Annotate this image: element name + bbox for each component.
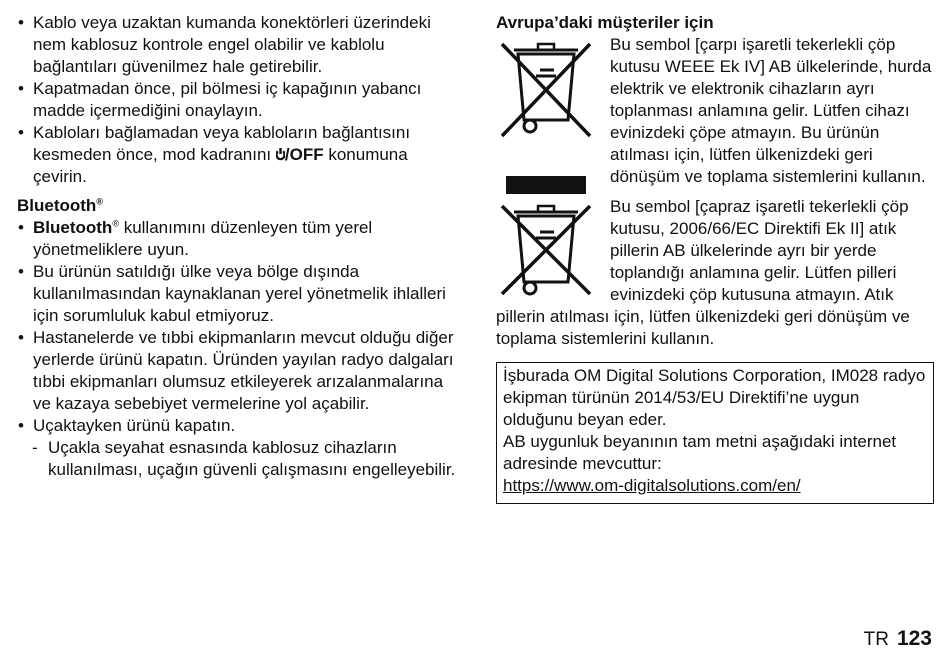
list-item: • Kapatmadan önce, pil bölmesi iç kapağının yabancı madde içermediğini onaylayın. xyxy=(17,78,457,122)
notice-declaration: İşburada OM Digital Solutions Corporation, IM028 radyo ekipman türünün 2014/53/EU Direktifi’ne uygun olduğunu beyan eder. xyxy=(503,366,926,429)
precautions-list xyxy=(17,12,457,188)
off-position-label: /OFF xyxy=(276,145,324,164)
weee-description: Bu sembol [çarpı işaretli tekerlekli çöp kutusu WEEE Ek IV] AB ülkelerinde, hurda elektrik ve elektronik cihazların ayrı toplanması anlamına gelir. Lütfen cihazı evinizdeki çöpe atmayın. Bu ürünün atılması için, lütfen ülkenizdeki geri dönüşüm ve toplama sistemlerini kullanın. xyxy=(610,35,932,186)
conformity-notice xyxy=(496,362,934,504)
page-footer xyxy=(864,628,932,651)
bluetooth-list xyxy=(17,217,457,437)
list-item: • Kabloları bağlamadan veya kabloların bağlantısını kesmeden önce, mod kadranını /OFF konumuna çevirin. xyxy=(17,122,457,188)
list-item: • Uçaktayken ürünü kapatın. xyxy=(17,415,457,437)
weee-symbol xyxy=(496,36,596,196)
list-item: • Bu ürünün satıldığı ülke veya bölge dışında kullanılmasından kaynaklanan yerel yönetmelik ihlalleri için sorumluluk kabul etmiyoruz. xyxy=(17,261,457,327)
list-item: • Kablo veya uzaktan kumanda konektörleri üzerindeki nem kablosuz kontrole engel olabilir ve kablolu bağlantıları güvenilmez hale getirebilir. xyxy=(17,12,457,78)
notice-availability: AB uygunluk beyanının tam metni aşağıdaki internet adresinde mevcuttur: xyxy=(503,432,897,473)
sub-list-item: - Uçakla seyahat esnasında kablosuz cihazların kullanılması, uçağın güvenli çalışmasını engelleyebilir. xyxy=(32,438,456,479)
battery-symbol xyxy=(496,198,596,296)
declaration-url-link[interactable]: https://www.om-digitalsolutions.com/en/ xyxy=(503,476,801,495)
crossed-out-wheelie-bin-icon xyxy=(496,198,596,296)
list-item: • Bluetooth® kullanımını düzenleyen tüm yerel yönetmeliklere uyun. xyxy=(17,217,457,261)
list-item: • Hastanelerde ve tıbbi ekipmanların mevcut olduğu diğer yerlerde ürünü kapatın. Üründen yayılan radyo dalgaları tıbbi ekipmanları olumsuz etkileyerek arızalanmalarına ve kazaya sebebiyet vermelerine yol açabilir. xyxy=(17,327,457,415)
language-code: TR xyxy=(863,629,889,650)
crossed-out-wheelie-bin-icon xyxy=(496,36,596,196)
battery-description: Bu sembol [çapraz işaretli tekerlekli çöp kutusu, 2006/66/EC Direktifi Ek II] atık pillerin AB ülkelerinde ayrı bir yerde toplandığı anlamına gelir. Lütfen pilleri evinizdeki çöp kutusuna atmayın. Atık pillerin atılması için, lütfen ülkenizdeki geri dönüşüm ve toplama sistemlerini kullanın. xyxy=(496,197,910,348)
eu-customers-heading: Avrupa’daki müşteriler için xyxy=(496,13,714,32)
bluetooth-heading: Bluetooth® xyxy=(17,196,103,215)
right-column xyxy=(496,12,936,504)
left-column xyxy=(17,12,457,481)
power-icon xyxy=(276,147,285,162)
page-number: 123 xyxy=(896,627,932,650)
